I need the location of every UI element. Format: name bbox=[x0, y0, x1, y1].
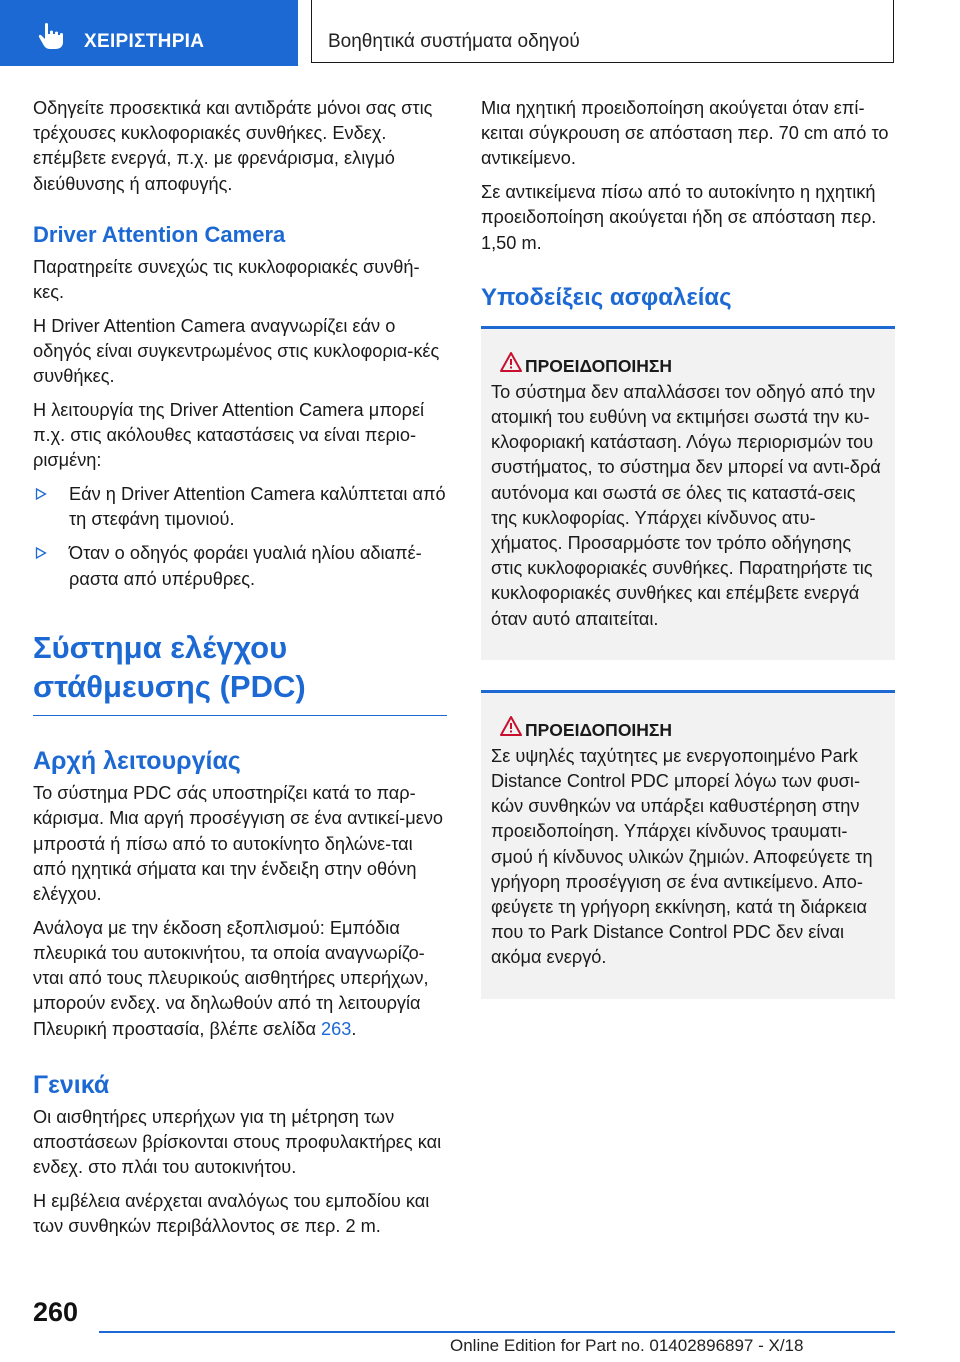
triangle-bullet-icon bbox=[35, 547, 47, 559]
principle-paragraph-1: Το σύστημα PDC σάς υποστηρίζει κατά το παρ-κάρισμα. Μια αργή προσέγγιση σε ένα αντικεί-μενο μπροστά ή πίσω από το αυτοκίνητο δηλώνε-ται από ηχητικά σήματα και την ένδειξη στην οθόνη ελέγχου. bbox=[33, 783, 444, 905]
heading-divider bbox=[33, 715, 447, 717]
rear-warning-paragraph: Σε αντικείμενα πίσω από το αυτοκίνητο η ηχητική προειδοποίηση ακούγεται ήδη σε απόσταση περ. 1,50 m. bbox=[481, 182, 877, 253]
warning-triangle-icon bbox=[499, 715, 523, 737]
right-column bbox=[481, 96, 895, 999]
warning-title: ΠΡΟΕΙΔΟΠΟΙΗΣΗ bbox=[525, 719, 673, 740]
warning-box bbox=[481, 690, 895, 999]
general-paragraph-1: Οι αισθητήρες υπερήχων για τη μέτρηση των αποστάσεων βρίσκονται στους προφυλακτήρες και ενδεχ. στο πλάι του αυτοκινήτου. bbox=[33, 1106, 442, 1178]
page-number: 260 bbox=[33, 1297, 79, 1327]
chapter-tab[interactable] bbox=[0, 0, 298, 66]
bullet-text: Όταν ο οδηγός φοράει γυαλιά ηλίου αδιαπέ-ραστα από υπέρυθρες. bbox=[69, 543, 422, 589]
list-item bbox=[33, 541, 447, 591]
dac-paragraph-1: Παρατηρείτε συνεχώς τις κυκλοφοριακές συνθή-κες. bbox=[33, 256, 420, 303]
warning-header bbox=[491, 351, 885, 377]
dac-bullet-list bbox=[33, 482, 447, 592]
warning-text: Το σύστημα δεν απαλλάσσει τον οδηγό από την ατομική του ευθύνη να εκτιμήσει σωστά την κυ-κλοφοριακή κατάσταση. Λόγω περιορισμών του συστήματος, το σύστημα δεν μπορεί να αντι-δρά αυτόνομα και σωστά σε όλες τις καταστά-σεις της κυκλοφορίας. Υπάρχει κίνδυνος ατυ-χήματος. Προσαρμόστε τον τρόπο οδήγησης στις κυκλοφοριακές συνθήκες. Παρατηρήστε τις κυκλοφοριακές συνθήκες και επέμβετε ενεργά όταν αυτό απαιτείται. bbox=[491, 381, 881, 629]
bullet-text: Εάν η Driver Attention Camera καλύπτεται από τη στεφάνη τιμονιού. bbox=[69, 483, 446, 530]
list-item bbox=[33, 482, 447, 532]
intro-paragraph: Οδηγείτε προσεκτικά και αντιδράτε μόνοι σας στις τρέχουσες κυκλοφοριακές συνθήκες. Ενδεχ. επέμβετε ενεργά, π.χ. με φρενάρισμα, ελιγμό διεύθυνσης ή αποφυγής. bbox=[33, 98, 433, 194]
pdc-heading bbox=[33, 628, 447, 706]
general-heading: Γενικά bbox=[33, 1070, 110, 1099]
section-title-box bbox=[311, 0, 894, 63]
pdc-heading-line-1: Σύστημα ελέγχου bbox=[33, 629, 288, 665]
triangle-bullet-icon bbox=[35, 488, 47, 500]
safety-heading: Υποδείξεις ασφαλείας bbox=[481, 283, 732, 311]
principle-paragraph-2 bbox=[33, 916, 447, 1042]
left-column bbox=[33, 96, 447, 1248]
warning-box bbox=[481, 326, 895, 660]
principle-heading: Αρχή λειτουργίας bbox=[33, 747, 241, 776]
page-header bbox=[0, 0, 960, 66]
dac-paragraph-3: Η λειτουργία της Driver Attention Camera μπορεί π.χ. στις ακόλουθες καταστάσεις να είναι περιο-ρισμένη: bbox=[33, 399, 425, 471]
acoustic-warning-paragraph: Μια ηχητική προειδοποίηση ακούγεται όταν επί-κειται σύγκρουση σε απόσταση περ. 70 cm από το αντικείμενο. bbox=[481, 98, 889, 169]
page-reference-link[interactable]: 263 bbox=[321, 1018, 352, 1039]
dac-heading: Driver Attention Camera bbox=[33, 221, 286, 247]
chapter-title: ΧΕΙΡΙΣΤΗΡΙΑ bbox=[84, 31, 205, 52]
warning-header bbox=[491, 715, 885, 741]
pdc-heading-line-2: στάθμευσης (PDC) bbox=[33, 668, 306, 704]
warning-title: ΠΡΟΕΙΔΟΠΟΙΗΣΗ bbox=[525, 355, 673, 376]
sentence-end: . bbox=[351, 1018, 357, 1039]
principle-text: Ανάλογα με την έκδοση εξοπλισμού: Εμπόδια πλευρικά του αυτοκινήτου, τα οποία αναγνωρίζο-νται από τους πλευρικούς αισθητήρες υπερήχων, μπορούν ενδεχ. να δηλωθούν από τη λειτουργία Πλευρική προστασία, βλέπε σελίδα bbox=[33, 917, 429, 1039]
footer-divider bbox=[99, 1331, 895, 1333]
section-title: Βοηθητικά συστήματα οδηγού bbox=[328, 31, 580, 52]
edition-footer: Online Edition for Part no. 01402896897 - X/18 bbox=[450, 1336, 804, 1355]
dac-paragraph-2: Η Driver Attention Camera αναγνωρίζει εάν ο οδηγός είναι συγκεντρωμένος στις κυκλοφορια-κές συνθήκες. bbox=[33, 315, 440, 387]
general-paragraph-2: Η εμβέλεια ανέρχεται αναλόγως του εμποδίου και των συνθηκών περιβάλλοντος σε περ. 2 m. bbox=[33, 1190, 430, 1237]
hand-pointer-icon bbox=[36, 22, 66, 50]
warning-triangle-icon bbox=[499, 351, 523, 373]
warning-text: Σε υψηλές ταχύτητες με ενεργοποιημένο Park Distance Control PDC μπορεί λόγω των φυσι-κών συνθηκών να υπάρξει καθυστέρηση στην προειδοποίηση. Υπάρχει κίνδυνος τραυματι-σμού ή κίνδυνος υλικών ζημιών. Αποφεύγετε τη γρήγορη προσέγγιση σε ένα αντικείμενο. Απο-φεύγετε τη γρήγορη εκκίνηση, κατά τη διάρκεια που το Park Distance Control PDC δεν είναι ακόμα ενεργό. bbox=[491, 745, 873, 968]
